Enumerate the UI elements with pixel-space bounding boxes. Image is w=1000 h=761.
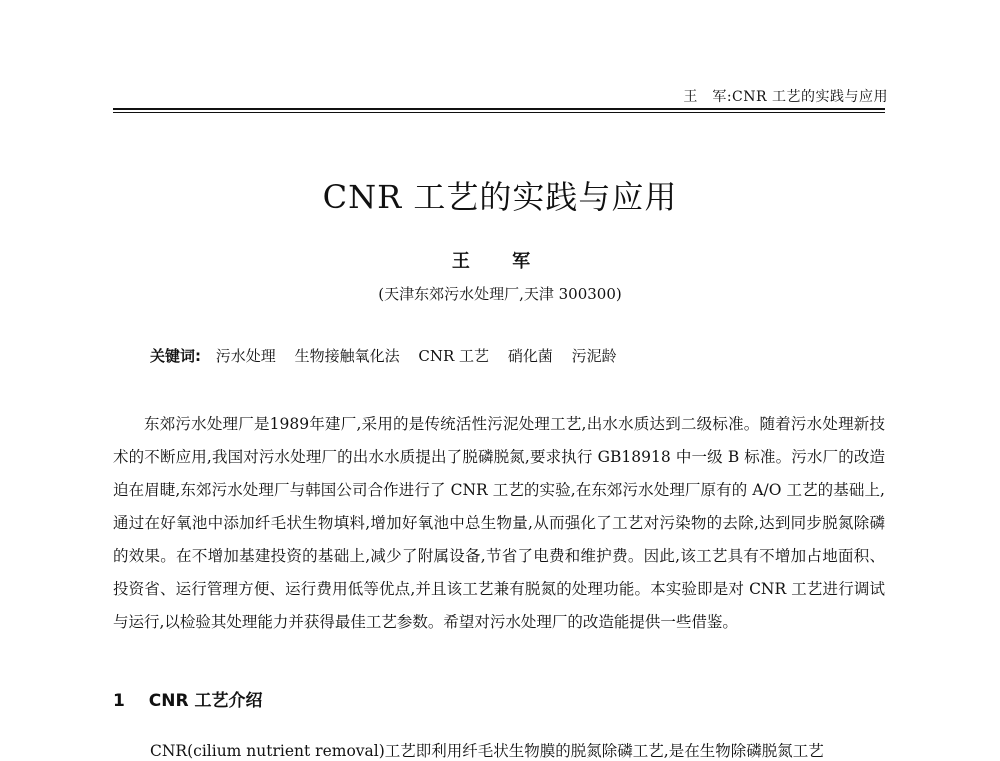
keywords-label: 关键词: [150,347,201,365]
introduction-paragraph: 东郊污水处理厂是1989年建厂,采用的是传统活性污泥处理工艺,出水水质达到二级标准。随着污水处理新技术的不断应用,我国对污水处理厂的出水水质提出了脱磷脱氮,要求执行 GB18918 中一级 B 标准。污水厂的改造迫在眉睫,东郊污水处理厂与韩国公司合作进行了 CNR 工艺的实验,在东郊污水处理厂原有的 A/O 工艺的基础上,通过在好氧池中添加纤毛状生物填料,增加好氧池中总生物量,从而强化了工艺对污染物的去除,达到同步脱氮除磷的效果。在不增加基建投资的基础上,减少了附属设备,节省了电费和维护费。因此,该工艺具有不增加占地面积、投资省、运行管理方便、运行费用低等优点,并且该工艺兼有脱氮的处理功能。本实验即是对 CNR 工艺进行调试与运行,以检验其处理能力并获得最佳工艺参数。希望对污水处理厂的改造能提供一些借鉴。 [113,415,885,631]
keyword-item: CNR 工艺 [418,347,490,365]
running-head: 王 军:CNR 工艺的实践与应用 [683,89,888,105]
author-affiliation: (天津东郊污水处理厂,天津 300300) [378,285,622,303]
section-heading [113,686,262,711]
keyword-item: 污泥龄 [571,347,617,365]
keyword-item: 生物接触氧化法 [294,347,400,365]
section-number: 1 [113,691,125,711]
keyword-item: 硝化菌 [507,347,553,365]
header-rule [113,108,885,113]
paper-title: CNR 工艺的实践与应用 [322,178,678,216]
author-name: 王 军 [451,251,549,272]
keywords-line [150,345,631,366]
keyword-item: 污水处理 [215,347,276,365]
section-body-first-line: CNR(cilium nutrient removal)工艺即利用纤毛状生物膜的脱氮除磷工艺,是在生物除磷脱氮工艺 [150,742,824,760]
section-title: CNR 工艺介绍 [148,691,263,711]
